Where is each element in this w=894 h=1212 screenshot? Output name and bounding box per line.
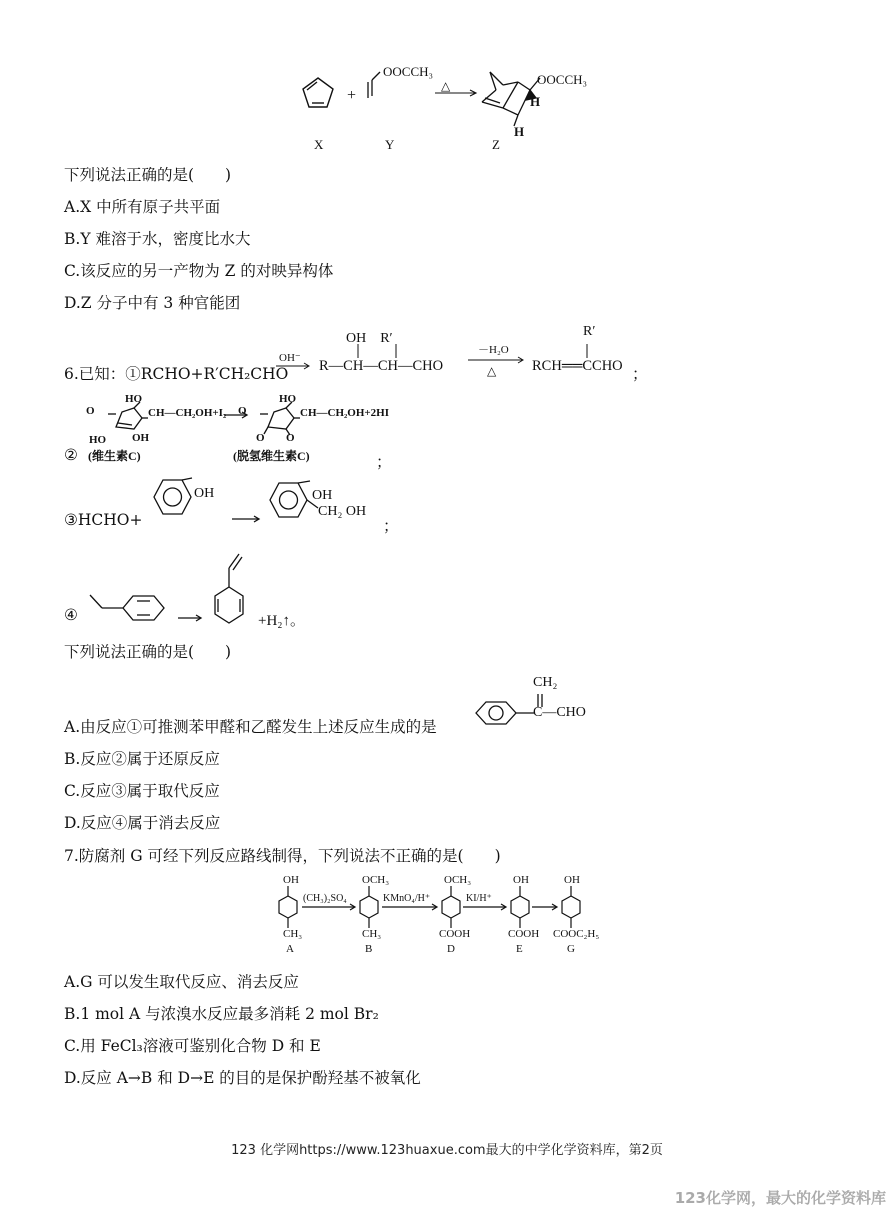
aldol-product: R—CH—CH—CHO <box>319 358 444 374</box>
dvc-left-oxygen: O <box>238 405 247 417</box>
reaction-4-label: ④ <box>64 606 78 624</box>
option-a-ch2: CH₂ <box>533 675 558 690</box>
q7-option-a: A.G 可以发生取代反应、消去反应 <box>64 973 299 991</box>
plus-sign: + <box>347 87 357 104</box>
q6-option-c: C.反应③属于取代反应 <box>64 782 220 800</box>
product-ch2oh: CH₂ OH <box>318 504 367 519</box>
semicolon-2: ； <box>376 453 392 471</box>
semicolon-1: ； <box>632 365 648 383</box>
vc-side-chain: CH—CH₂OH+I₂ <box>148 407 227 419</box>
reagent-1: (CH₃)₂SO₄ <box>303 893 347 904</box>
product-oh: OH <box>312 488 333 503</box>
option-a-cho: C—CHO <box>533 705 586 720</box>
route-label-g: G <box>567 943 575 955</box>
vinyl-acetate-structure <box>368 72 380 98</box>
route-top-e: OH <box>513 874 529 886</box>
route-top-d: OCH₃ <box>444 874 472 886</box>
vitamin-c-name: (维生素C) <box>88 449 141 463</box>
label-x: X <box>314 137 324 152</box>
q6-stem: 下列说法正确的是( ) <box>64 643 232 661</box>
q5-option-d: D.Z 分子中有 3 种官能团 <box>64 294 241 312</box>
page-footer: 123 化学网https://www.123huaxue.com最大的中学化学资料库，第2页 <box>231 1143 663 1158</box>
q5-option-c: C.该反应的另一产物为 Z 的对映异构体 <box>64 262 334 280</box>
route-bottom-g: COOC₂H₅ <box>553 928 600 940</box>
dehydro-vitamin-c-name: (脱氢维生素C) <box>233 449 310 463</box>
route-bottom-b: CH₃ <box>362 928 382 940</box>
oh-minus: OH⁻ <box>279 352 301 364</box>
route-label-a: A <box>286 943 294 955</box>
cyclopentadiene-structure <box>303 78 333 107</box>
reaction-4-structures <box>88 540 268 640</box>
route-label-d: D <box>447 943 455 955</box>
heat-symbol: △ <box>441 79 451 93</box>
reaction-3-start: ③HCHO+ <box>64 511 143 529</box>
dvc-bottom-left-oxygen: O <box>256 432 265 444</box>
vc-oh-bottom: OH <box>132 432 150 444</box>
minus-water: －H₂O <box>478 344 509 356</box>
z-acetate-group: OOCCH₃ <box>537 72 588 87</box>
q6-option-d: D.反应④属于消去反应 <box>64 814 221 832</box>
q7-option-b: B.1 mol A 与浓溴水反应最多消耗 2 mol Br₂ <box>64 1005 379 1023</box>
reaction-4-tail: +H₂↑。 <box>258 613 306 629</box>
watermark: 123化学网，最大的化学资料库 <box>674 1189 886 1207</box>
dvc-bottom-right-oxygen: O <box>286 432 295 444</box>
product-substituent: R′ <box>583 324 596 339</box>
arrow-2 <box>466 354 528 366</box>
phenol-oh: OH <box>194 486 215 501</box>
route-top-a: OH <box>283 874 299 886</box>
dvc-side-chain: CH—CH₂OH+2HI <box>300 407 390 419</box>
route-top-g: OH <box>564 874 580 886</box>
aldol-substituents: OH R′ <box>346 331 393 346</box>
q6-intro: 6.已知：①RCHO+R′CH₂CHO <box>64 365 289 383</box>
vc-ho-top: HO <box>125 393 143 405</box>
q7-option-c: C.用 FeCl₃溶液可鉴别化合物 D 和 E <box>64 1037 321 1055</box>
q7-stem: 7.防腐剂 G 可经下列反应路线制得，下列说法不正确的是( ) <box>64 847 501 865</box>
route-bottom-a: CH₃ <box>283 928 303 940</box>
route-bottom-d: COOH <box>439 928 471 940</box>
y-acetate-group: OOCCH₃ <box>383 64 434 79</box>
q6-option-b: B.反应②属于还原反应 <box>64 750 220 768</box>
route-label-b: B <box>365 943 373 955</box>
semicolon-3: ； <box>383 517 399 535</box>
route-label-e: E <box>516 943 523 955</box>
z-h-lower: H <box>514 124 525 139</box>
reagent-2: KMnO₄/H⁺ <box>383 893 431 904</box>
q7-option-d: D.反应 A→B 和 D→E 的目的是保护酚羟基不被氧化 <box>64 1069 421 1087</box>
vc-ho-bottom: HO <box>89 434 107 446</box>
label-z: Z <box>492 137 500 152</box>
q5-option-b: B.Y 难溶于水，密度比水大 <box>64 230 251 248</box>
q5-option-a: A.X 中所有原子共平面 <box>64 198 221 216</box>
label-y: Y <box>385 137 395 152</box>
heat-symbol-2: △ <box>487 364 497 378</box>
circle-two: ② <box>64 446 78 464</box>
q5-stem: 下列说法正确的是( ) <box>64 166 232 184</box>
dehydration-product: RCH══CCHO <box>532 358 623 374</box>
route-top-b: OCH₃ <box>362 874 390 886</box>
route-bottom-e: COOH <box>508 928 540 940</box>
q6-option-a: A.由反应①可推测苯甲醛和乙醛发生上述反应生成的是 <box>64 718 437 736</box>
z-h-upper: H <box>530 94 541 109</box>
arrow-1 <box>274 360 314 372</box>
vc-left-oxygen: O <box>86 405 95 417</box>
dvc-ho-top: HO <box>279 393 297 405</box>
reagent-3: KI/H⁺ <box>466 893 492 904</box>
